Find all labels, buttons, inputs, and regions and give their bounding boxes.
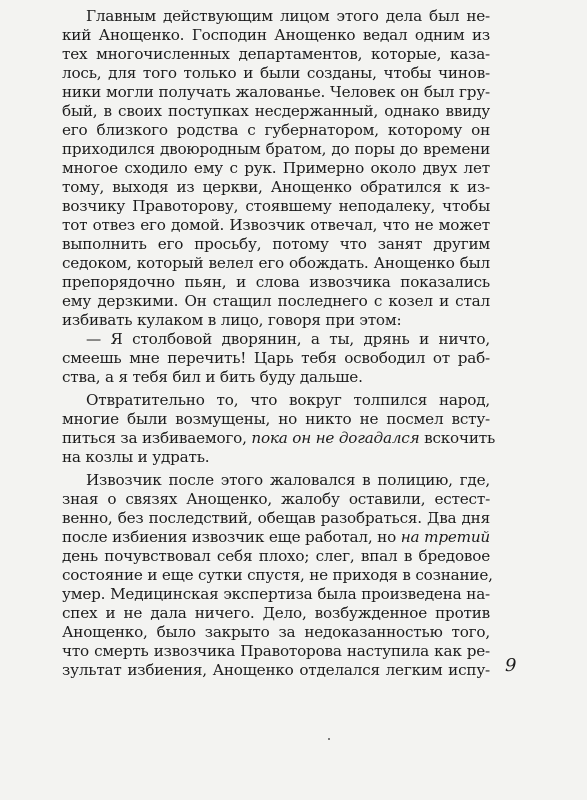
text-line: что смерть извозчика Правоторова наступила как ре- xyxy=(62,642,490,660)
text-line: ства, а я тебя бил и бить буду дальше. xyxy=(62,368,363,386)
text-line: Анощенко, было закрыто за недоказанностью того, xyxy=(62,623,490,641)
text-line: седоком, который велел его обождать. Анощенко был xyxy=(62,254,490,272)
text-line: Извозчик после этого жаловался в полицию, где, xyxy=(86,471,490,489)
print-speck xyxy=(328,738,330,740)
text-line: выполнить его просьбу, потому что занят другим xyxy=(62,235,490,253)
text-line: тому, выходя из церкви, Анощенко обратился к из- xyxy=(62,178,490,196)
text-line: ники могли получать жалованье. Человек он был гру- xyxy=(62,83,490,101)
text-line: многое сходило ему с рук. Примерно около двух лет xyxy=(62,159,490,177)
text-line: кий Анощенко. Господин Анощенко ведал одним из xyxy=(62,26,490,44)
text-line: избивать кулаком в лицо, говоря при этом: xyxy=(62,311,402,329)
emphasis-text: на третий xyxy=(400,528,490,546)
text-line: на козлы и удрать. xyxy=(62,448,210,466)
text-line: бый, в своих поступках несдержанный, однако ввиду xyxy=(62,102,490,120)
text-line: препорядочно пьян, и слова извозчика показались xyxy=(62,273,490,291)
text-line: приходился двоюродным братом, до поры до времени xyxy=(62,140,490,158)
text-line: зультат избиения, Анощенко отделался легким испу- xyxy=(62,661,490,679)
text-line: смеешь мне перечить! Царь тебя освободил от раб- xyxy=(62,349,490,367)
emphasis-text: пока он не догадался xyxy=(251,429,420,447)
text-line: многие были возмущены, но никто не посмел всту- xyxy=(62,410,490,428)
text-line: его близкого родства с губернатором, которому он xyxy=(62,121,490,139)
text-line: умер. Медицинская экспертиза была произведена на- xyxy=(62,585,490,603)
text-line: тех многочисленных департаментов, которые, каза- xyxy=(62,45,490,63)
text-line: Отвратительно то, что вокруг толпился народ, xyxy=(86,391,490,409)
text-line: лось, для того только и были созданы, чтобы чинов- xyxy=(62,64,490,82)
text-line: питься за избиваемого, пока он не догадался вскочить xyxy=(62,429,496,447)
text-line: Главным действующим лицом этого дела был не- xyxy=(86,7,490,25)
text-line: зная о связях Анощенко, жалобу оставили, естест- xyxy=(62,490,490,508)
text-line: возчику Правоторову, стоявшему неподалеку, чтобы xyxy=(62,197,490,215)
text-line: спех и не дала ничего. Дело, возбужденное против xyxy=(62,604,490,622)
text-line: ему дерзкими. Он стащил последнего с козел и стал xyxy=(62,292,490,310)
text-line: — Я столбовой дворянин, а ты, дрянь и ничто, xyxy=(86,330,490,348)
text-line: день почувствовал себя плохо; слег, впал в бредовое xyxy=(62,547,490,565)
text-line: после избиения извозчик еще работал, но на третий xyxy=(62,528,490,546)
text-line: венно, без последствий, обещав разобраться. Два дня xyxy=(62,509,490,527)
page-number: 9 xyxy=(505,655,517,676)
text-line: тот отвез его домой. Извозчик отвечал, что не может xyxy=(62,216,490,234)
text-line: состояние и еще сутки спустя, не приходя в сознание, xyxy=(62,566,493,584)
